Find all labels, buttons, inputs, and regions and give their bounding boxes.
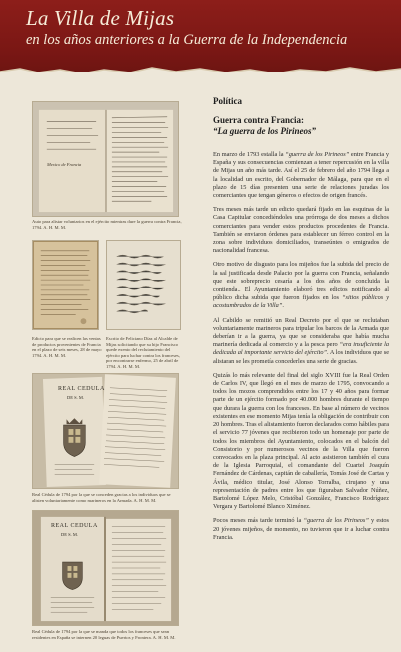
paragraph-text: Quizás lo más relevante del final del siglo XVIII fue la Real Orden de Carlos IV, que llegó en el mes de marzo de 1795, convocando a todos los mozos comprendidos entre los 17 y 40 años para formar parte de un ejército formado por 40.000 hombres durante el tiempo que durara la guerra con los franceses. En base al número de vecinos existentes en ese momento Mijas tenía la obligación de contribuir con 20 hombres. Tras el alistamiento fueron declarados como hábiles para el servicio 77 jóvenes que recibieron todo un homenaje por parte de todos los miembros del Ayuntamiento, colocados en el balcón del Consistorio y por numerosos vecinos de la Villa que fueron convocados en la plaza principal. Al acto asistieron también el cura de la Iglesia Parroquial, el comandante del Cuartel Joaquín Fernández de Cárdenas, capitán de caballería, Tomás José de Cartas y Ávila, médico titular, José Alonso Torralba, cirujano y una representación de padres entre los que figuraban Salvador Núñez, Bartolomé López Melo, Cristóbal González, Francisco Rodríguez Vergara y Bartolomé Blanco Ximénez. [213,371,389,511]
document-photo-3 [106,240,181,330]
caption-photo-3: Escrito de Feliciano Díaz al Alcalde de Mijas solicitando que su hijo Francisco quede exento del reclutamiento del ejército para luchar contra los franceses, por encontrarse enfermo, 25 de abril de 1794. A. H. M. M. [106,336,180,369]
article-body [213,151,389,542]
page-title: La Villa de Mijas [26,6,175,30]
paragraph-text: Otro motivo de disgusto para los mijeños fue la subida del precio de la sal justificada desde Palacio por la guerra con Francia, señalando que este sobreprecio cesaría a los dos años de concluida la contienda.. El Ayuntamiento elaboró tres edictos notificando al público dicha subida que fueron fijados en los [213,261,389,302]
cedula-title-text: REAL CEDULA [58,386,105,392]
document-photo-1 [32,101,179,217]
caption-photo-4: Real Cédula de 1794 por la que se conceden gracias a los individuos que se alisten voluntariamente como marineros en la Armada. A. H. M. M. [32,492,171,503]
article-subheading: Guerra contra Francia: [213,115,304,125]
caption-photo-2: Edicto para que se realicen las ventas de productos provenientes de Francia en el plazo de seis meses, 28 de mayo 1794. A. H. M. M. [32,336,102,358]
paragraph-text: y estos 20 jóvenes mijeños, de momento, no tuvieron que ir a luchar contra Francia. [213,517,389,541]
header-banner [0,0,401,72]
article-column [213,96,389,548]
document-photo-5 [32,510,179,626]
caption-photo-1: Auto para alistar voluntarios en el ejército mientras dure la guerra contra Francia, 1794. A. H. M. M. [32,219,182,230]
document-inner-text: Mexico de Francia [47,162,82,167]
cedula-title-text: REAL CEDULA [51,523,98,529]
article-paragraph [213,261,389,310]
article-paragraph [213,317,389,366]
article-paragraph [213,372,389,511]
paragraph-text: Pocos meses más tarde terminó la [213,517,304,525]
cedula-subtitle-text: DE S. M. [61,532,79,537]
paragraph-text: . A los individuos que se alistaran se les prometía concederles una serie de gracias. [213,349,389,365]
article-paragraph [213,517,389,542]
document-photo-2 [32,240,99,330]
paragraph-text: Tres meses más tarde un edicto quedará fijado en las esquinas de la Casa Capitular concediéndoles una prórroga de dos meses a dichos comerciantes para vender estos productos procedentes de Francia. También se enviaron órdenes para establecer un férreo control en la zona sobre individuos domiciliados, transeúntes o emigrados de nacionalidad francesa. [213,206,389,255]
section-heading: Política [213,96,242,106]
quoted-phrase: “guerra de los Pirineos” [303,517,369,525]
paragraph-text: . [282,302,284,310]
caption-photo-5: Real Cédula de 1794 por la que se manda que todos los franceses que sean residentes en España se internen 20 leguas de Puertos y Frontera. A. H. M. M. [32,629,176,640]
paragraph-text: entre Francia y España y sus consecuencias comienzan a tener repercusión en la villa de Mijas un año más tarde. Así el 25 de febrero del año 1794 llega a la localidad un escrito, del Gobernador de Málaga, para que en el plazo de 15 días presenten una serie de relaciones juradas los comerciantes que tengan géneros o efectos de origen francés. [213,151,389,200]
paragraph-text: Al Cabildo se remitió un Real Decreto por el que se reclutaban voluntariamente marineros para tripular los barcos de la Armada que deberían ir a la guerra, ya que se consideraba que había mucha marinería dedicada al comercio y a la pesca pero [213,316,389,349]
paragraph-text: En marzo de 1793 estalla la [213,151,286,158]
page-subtitle: en los años anteriores a la Guerra de la Independencia [26,32,348,48]
quoted-phrase: “era insuficiente la dedicada al importante servicio del ejército” [213,341,389,357]
article-subheading-italic: “La guerra de los Pirineos” [213,126,317,136]
quoted-phrase: “sitios públicos y acostumbrados de la Villa” [213,294,389,310]
cedula-subtitle-text: DE S. M. [67,395,85,400]
article-paragraph [213,206,389,255]
article-paragraph [213,151,389,200]
document-photo-4 [32,373,179,489]
quoted-phrase: “guerra de los Pirineos” [285,151,350,158]
torn-paper-edge [0,58,401,72]
